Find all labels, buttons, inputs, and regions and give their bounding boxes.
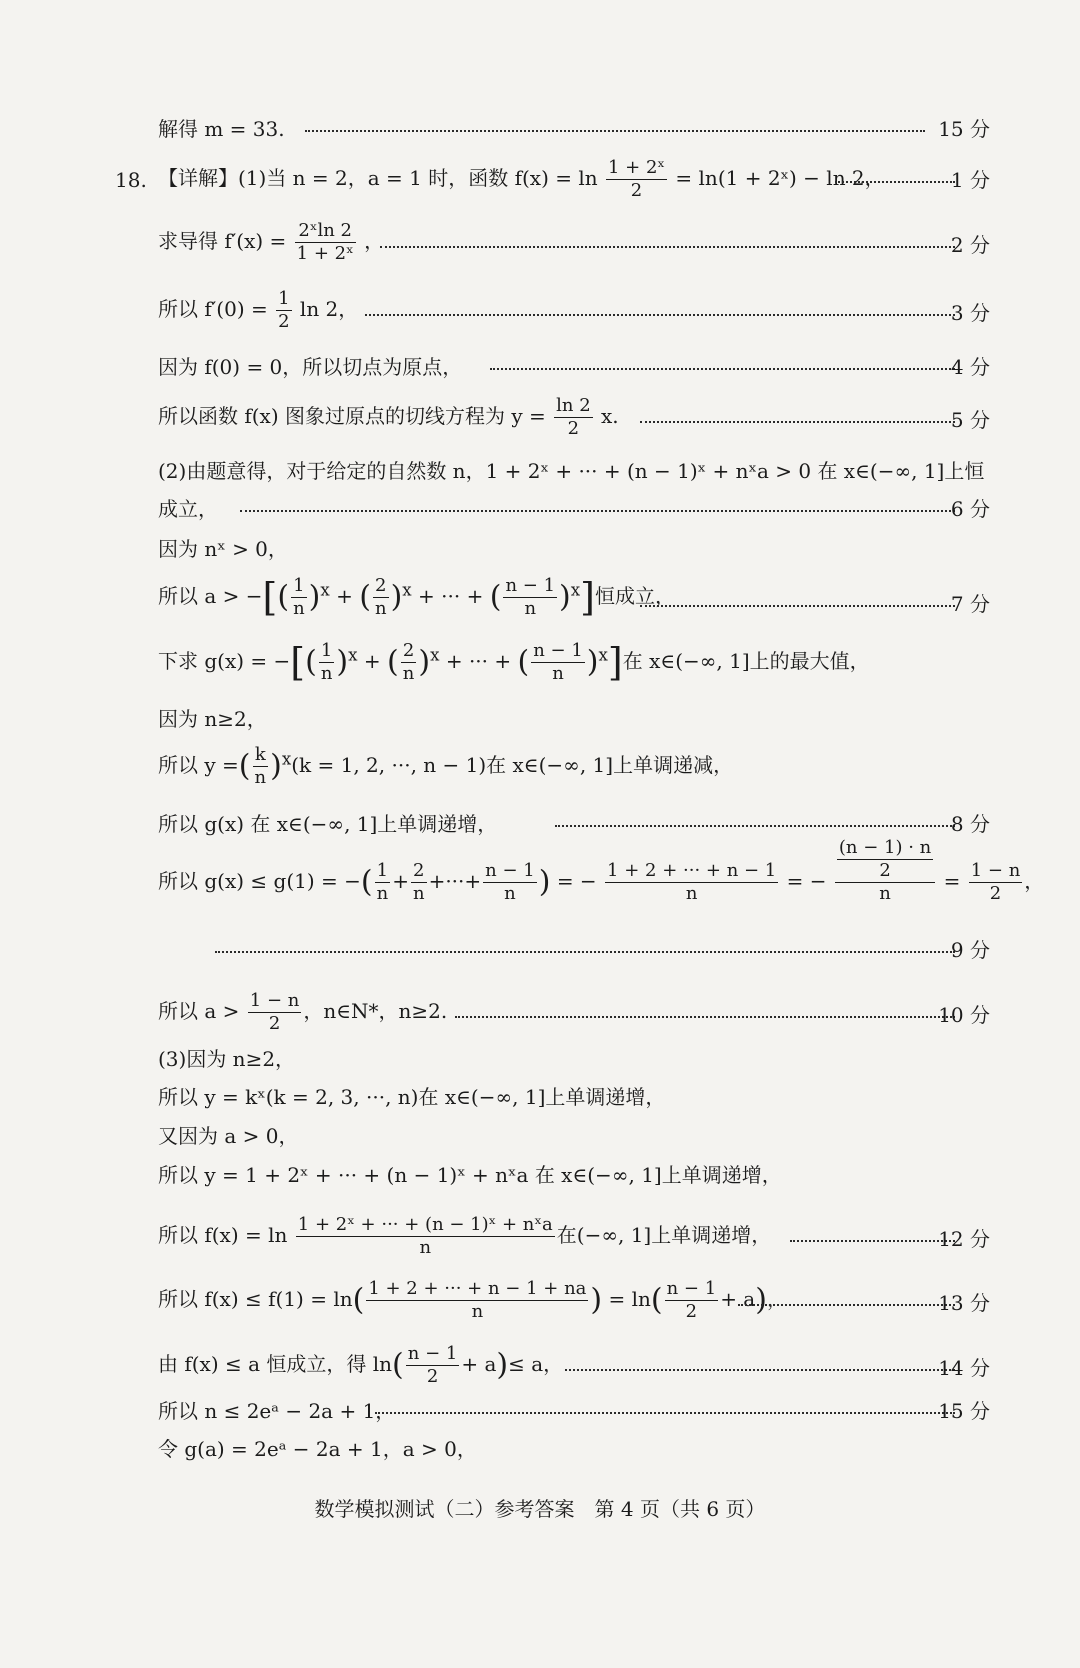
- fraction: $\frac{n - 1}{2}$: [407, 1343, 458, 1387]
- solution-line: 所以 y = kˣ(k = 2, 3, ···, n)在 x∈(−∞, 1]上单调递增，: [158, 1085, 666, 1109]
- score-mark: 6 分: [950, 497, 990, 521]
- solution-line: 所以 g(x) ≤ g(1) = −( $\frac{1}{n}$ + $\frac{2}{n}$ +···+ $\frac{n - 1}{n}$ ) = − $\frac{1 + 2 + \cdot\cdot\cdot + n - 1}{n}$ = − $\frac{\frac{(n - 1) \cdot n}{2}}{n}$ = $\frac{1 - n}{2}$ ，: [158, 836, 1045, 904]
- solution-line: [158, 395, 619, 440]
- leader-dots: [455, 1016, 955, 1018]
- solution-line: [158, 157, 885, 202]
- score-mark: 8 分: [950, 812, 990, 836]
- score-mark: 1 分: [950, 168, 990, 192]
- nested-fraction: $\frac{\frac{(n - 1) \cdot n}{2}}{n}$: [835, 837, 935, 905]
- leader-dots: [365, 314, 955, 316]
- score-mark: 13 分: [938, 1291, 990, 1315]
- text: = −: [786, 869, 827, 893]
- solution-line: 所以 y = 1 + 2ˣ + ··· + (n − 1)ˣ + nˣa 在 x∈(−∞, 1]上单调递增，: [158, 1163, 782, 1187]
- fraction: $\frac{1 + 2 + \cdot\cdot\cdot + n - 1}{n}$: [607, 860, 777, 904]
- text: 所以 f(x) ≤ f(1) = ln: [158, 1287, 353, 1311]
- fraction: $\frac{\text{1 + 2ˣ + ··· + (n − 1)ˣ + nˣa}}{n}$: [297, 1214, 553, 1258]
- fraction: $\frac{2}{n}$: [412, 860, 425, 904]
- fraction: $\frac{n - 1}{n}$: [485, 860, 535, 904]
- fraction: $\frac{1}{n}$: [376, 860, 389, 904]
- leader-dots: [835, 181, 955, 183]
- leader-dots: [640, 421, 955, 423]
- score-mark: 10 分: [938, 1003, 990, 1027]
- score-mark: 7 分: [950, 592, 990, 616]
- leader-dots: [555, 825, 955, 827]
- score-mark: 15 分: [938, 1399, 990, 1423]
- text: x.: [601, 404, 619, 428]
- solution-line: (2)由题意得，对于给定的自然数 n，1 + 2ˣ + ··· + (n − 1)ˣ + nˣa > 0 在 x∈(−∞, 1]上恒: [158, 459, 985, 483]
- text: = ln(1 + 2ˣ) − ln 2，: [675, 166, 885, 190]
- fraction: $\frac{\text{2ˣln 2}}{\text{1 + 2ˣ}}$: [296, 220, 354, 264]
- score-mark: 9 分: [950, 938, 990, 962]
- fraction: $\frac{\ln 2}{2}$: [556, 395, 591, 439]
- fraction: $\frac{k}{n}$: [254, 744, 267, 788]
- solution-line: 解得 m = 33.: [158, 117, 285, 141]
- solution-line: 因为 nˣ > 0，: [158, 537, 288, 561]
- leader-dots: [490, 368, 955, 370]
- text: (k = 1, 2, ···, n − 1)在 x∈(−∞, 1]上单调递减，: [291, 753, 734, 777]
- fraction: $\frac{\text{1 + 2ˣ}}{2}$: [608, 157, 666, 201]
- solution-line: 下求 g(x) = −[( $\frac{1}{n}$ )$^x$ + ( $\frac{2}{n}$ )$^x$ + ··· + ( $\frac{n - 1}{n}$ )$^x$]在 x∈(−∞, 1]上的最大值，: [158, 640, 870, 685]
- text: 所以函数 f(x) 图象过原点的切线方程为 y =: [158, 404, 546, 428]
- text: 在 x∈(−∞, 1]上的最大值，: [622, 649, 870, 673]
- leader-dots: [790, 1240, 955, 1242]
- solution-line: [158, 1214, 771, 1259]
- text: 求导得 f′(x) =: [158, 229, 287, 253]
- score-mark: 2 分: [950, 233, 990, 257]
- leader-dots: [380, 246, 955, 248]
- text: = ln: [608, 1287, 651, 1311]
- text: + a: [461, 1352, 497, 1376]
- solution-line: 成立，: [158, 497, 218, 521]
- text: 所以 y =: [158, 753, 239, 777]
- text: ≤ a，: [508, 1352, 564, 1376]
- fraction: $\frac{n - 1}{n}$: [505, 575, 556, 619]
- score-mark: 14 分: [938, 1356, 990, 1380]
- leader-dots: [215, 951, 955, 953]
- leader-dots: [565, 1369, 955, 1371]
- text: 所以 a >: [158, 999, 240, 1023]
- leader-dots: [640, 605, 955, 607]
- solution-line: 所以 a > −[( $\frac{1}{n}$ )$^x$ + ( $\frac{2}{n}$ )$^x$ + ··· + ( $\frac{n - 1}{n}$ )$^x$]恒成立，: [158, 575, 675, 620]
- text: 所以 g(x) ≤ g(1) = −: [158, 869, 361, 893]
- solution-line: 所以 f(x) ≤ f(1) = ln( $\frac{1 + 2 + \cdot\cdot\cdot + n - 1 + na}{n}$ ) = ln( $\frac{n - 1}{2}$ + a)，: [158, 1278, 787, 1322]
- fraction: $\frac{2}{n}$: [402, 640, 415, 684]
- score-mark: 12 分: [938, 1227, 990, 1251]
- solution-line: 所以 n ≤ 2eᵃ − 2a + 1，: [158, 1399, 396, 1423]
- text: ，: [766, 1287, 787, 1311]
- text: ln 2，: [299, 297, 359, 321]
- text: 恒成立，: [594, 584, 675, 608]
- solution-line: [158, 220, 384, 265]
- fraction: $\frac{n - 1}{n}$: [533, 640, 583, 684]
- score-mark: 3 分: [950, 301, 990, 325]
- fraction: $\frac{1}{2}$: [278, 288, 290, 332]
- solution-line: 又因为 a > 0，: [158, 1124, 299, 1148]
- text: ，: [364, 229, 385, 253]
- solution-line: 因为 n≥2，: [158, 707, 267, 731]
- leader-dots: [738, 1304, 955, 1306]
- fraction: $\frac{1}{n}$: [293, 575, 305, 619]
- question-number: 18.: [115, 168, 147, 192]
- fraction: $\frac{n - 1}{2}$: [666, 1278, 717, 1322]
- fraction: $\frac{1}{n}$: [320, 640, 333, 684]
- solution-line: 令 g(a) = 2eᵃ − 2a + 1，a > 0，: [158, 1437, 477, 1461]
- text: 所以 f(x) = ln: [158, 1223, 288, 1247]
- solution-line: (3)因为 n≥2，: [158, 1047, 296, 1071]
- page-footer: 数学模拟测试（二）参考答案 第 4 页（共 6 页）: [314, 1497, 766, 1521]
- solution-line: [158, 990, 447, 1035]
- fraction: $\frac{2}{n}$: [374, 575, 387, 619]
- text: 【详解】(1)当 n = 2，a = 1 时，函数 f(x) = ln: [158, 166, 598, 190]
- leader-dots: [375, 1412, 955, 1414]
- fraction: $\frac{1 + 2 + \cdot\cdot\cdot + n - 1 + na}{n}$: [368, 1278, 587, 1322]
- score-mark: 5 分: [950, 408, 990, 432]
- text: ，n∈N*，n≥2.: [303, 999, 448, 1023]
- text: 下求 g(x) = −: [158, 649, 291, 673]
- text: =: [943, 869, 961, 893]
- solution-line: 因为 f(0) = 0，所以切点为原点，: [158, 355, 463, 379]
- solution-line: [158, 288, 358, 333]
- text: 所以 f′(0) =: [158, 297, 268, 321]
- solution-line: 所以 y =( $\frac{k}{n}$ )$^x$(k = 1, 2, ···, n − 1)在 x∈(−∞, 1]上单调递减，: [158, 744, 734, 788]
- fraction: $\frac{1 - n}{2}$: [249, 990, 300, 1034]
- text: 所以 a > −: [158, 584, 263, 608]
- leader-dots: [240, 510, 955, 512]
- score-mark: 4 分: [950, 355, 990, 379]
- text: ，: [1024, 869, 1045, 893]
- text: 由 f(x) ≤ a 恒成立，得 ln: [158, 1352, 393, 1376]
- fraction: $\frac{1 - n}{2}$: [970, 860, 1021, 904]
- text: = −: [556, 869, 597, 893]
- text: + a: [720, 1287, 756, 1311]
- solution-line: 由 f(x) ≤ a 恒成立，得 ln( $\frac{n - 1}{2}$ + a)≤ a，: [158, 1343, 564, 1387]
- leader-dots: [305, 130, 925, 132]
- score-mark: 15 分: [938, 117, 990, 141]
- solution-line: 所以 g(x) 在 x∈(−∞, 1]上单调递增，: [158, 812, 498, 836]
- text: 在(−∞, 1]上单调递增，: [556, 1223, 772, 1247]
